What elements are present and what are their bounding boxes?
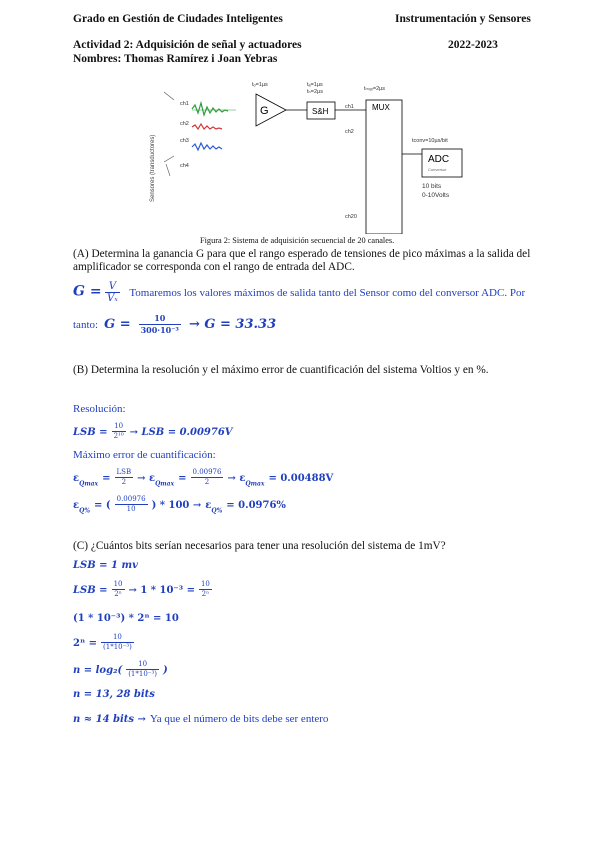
resolution-title: Resolución: [73,403,126,415]
sensor-ch3-label: ch3 [180,138,189,144]
partA-question-line2: amplificador se corresponda con el rango de entrada del ADC. [73,261,355,273]
partA-result-line [73,313,276,336]
adc-inner-label: Conversor [428,167,447,172]
error-qmax-line: $\varepsilon_{Qmax}$ = $\frac{\text{LSB}}{2}$ → $\varepsilon_{Qmax}$ = $\frac{0.00976}{2}$ → $\varepsilon_{Qmax} = 0.00488V$ [73,468,334,488]
mux-label: MUX [372,103,390,112]
signal-ch1-wave [192,103,228,115]
partC-line4: 2ⁿ = $\frac{10}{\text{(1*10⁻³)}}$ [73,633,132,651]
partC-line2: LSB = $\frac{10}{\text{2ⁿ}}$ → 1 * 10⁻³ = $\frac{10}{\text{2ⁿ}}$ [73,580,210,598]
sensor-ch4-label: ch4 [180,163,189,169]
partB-question: (B) Determina la resolución y el máximo error de cuantificación del sistema Voltios y en %. [73,364,489,376]
error-title: Máximo error de cuantificación: [73,449,216,461]
partA-question-line1: (A) Determina la ganancia G para que el rango esperado de tensiones de pico máximas a la salida del [73,248,531,260]
partA-formula-line [73,281,525,304]
signal-ch2-wave [192,124,222,129]
gain-fraction: $\frac{V}{\text{Vₓ}}$ [107,281,118,304]
figure-caption: Figura 2: Sistema de adquisición secuencial de 20 canales. [200,236,395,245]
course-title: Grado en Gestión de Ciudades Inteligentes [73,13,283,25]
sh-time-2: tₕ=2µs [307,89,323,95]
error-percent-line: $\varepsilon_{Q\%}$ = ( $\frac{0.00976}{10}$ ) * $100 \to \varepsilon_{Q\%} = 0.0976\%$ [73,495,286,515]
sensor-ch2-label: ch2 [180,121,189,127]
academic-year: 2022-2023 [448,39,498,51]
adc-time: tconv=10µs/bit [412,138,448,144]
sensors-label: Sensores (transductores) [150,134,156,202]
acquisition-diagram [140,72,510,234]
adc-label: ADC [428,154,450,165]
signal-ch3-wave [192,143,222,150]
mux-ch2-label: ch2 [345,129,354,135]
g-result: → G = 33.33 [188,317,277,333]
partC-line1: LSB = 1 mv [73,560,138,571]
mux-ch1-label: ch1 [345,104,354,110]
adc-range: 0-10Volts [422,192,450,199]
partC-line5: n = log₂( $\frac{10}{\text{(1*10⁻³)}}$ ) [73,660,168,678]
mux-block [366,100,402,234]
mux-ch20-label: ch20 [345,214,357,220]
amplifier-label: G [260,105,269,117]
student-names: Nombres: Thomas Ramírez i Joan Yebras [73,53,278,65]
g-fraction: $\frac{10}{\text{300·10⁻³}}$ [140,313,179,335]
gain-lhs: G = [73,283,102,300]
adc-bits: 10 bits [422,183,442,190]
mux-time: tₘᵤₓ=2µs [364,86,386,92]
sensor-ch1-label: ch1 [180,101,189,107]
sh-time-1: tₐ=1µs [307,82,323,88]
sample-hold-label: S&H [312,107,329,116]
amplifier-time: tₒ=1µs [252,82,268,88]
g-equals: G = [104,317,131,333]
partC-line6: n = 13, 28 bits [73,689,155,700]
subject-title: Instrumentación y Sensores [395,13,531,25]
partC-line7: n ≈ 14 bits → Ya que el número de bits debe ser entero [73,713,329,725]
lsb-line: LSB = $\frac{10}{\text{2¹⁰}}$ → LSB = 0.00976V [73,422,233,440]
partA-explanation: Tomaremos los valores máximos de salida tanto del Sensor como del conversor ADC. Por [129,286,526,299]
partC-question: (C) ¿Cuántos bits serían necesarios para tener una resolución del sistema de 1mV? [73,540,446,552]
partC-line3: (1 * 10⁻³) * 2ⁿ = 10 [73,613,179,624]
tanto-label: tanto: [73,319,99,332]
activity-title: Actividad 2: Adquisición de señal y actuadores [73,39,302,51]
lsb-fraction: $\frac{10}{\text{2¹⁰}}$ [113,422,124,440]
